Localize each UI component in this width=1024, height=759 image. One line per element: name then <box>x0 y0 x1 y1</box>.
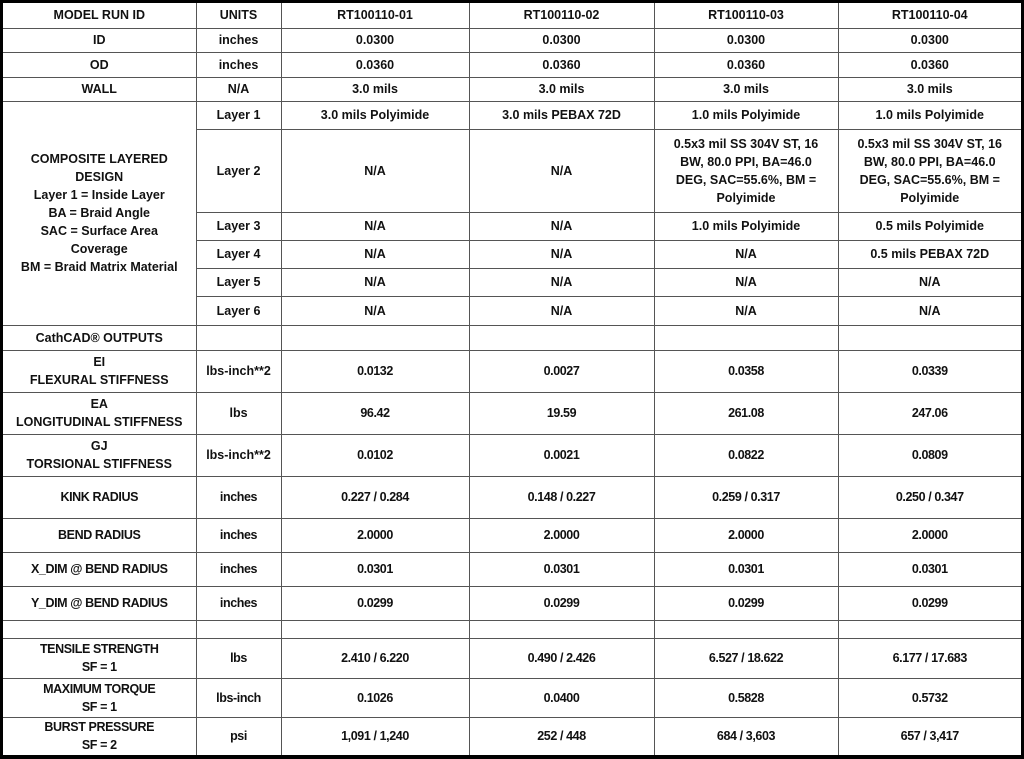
spacer-row <box>3 620 1021 638</box>
table-row-wall <box>3 77 1021 101</box>
table-row-kink-radius <box>3 476 1021 518</box>
label-text: BURST PRESSURE <box>44 720 155 735</box>
row-units: psi <box>196 717 281 755</box>
table-row-y-dim <box>3 586 1021 620</box>
cell: 3.0 mils <box>469 77 654 101</box>
header-run-1: RT100110-01 <box>281 3 469 28</box>
cell: 0.5732 <box>838 678 1021 717</box>
cell: 0.5828 <box>654 678 838 717</box>
cell: 0.1026 <box>281 678 469 717</box>
cell: N/A <box>469 129 654 212</box>
cell: N/A <box>654 240 838 268</box>
cell: 2.410 / 6.220 <box>281 638 469 678</box>
cell: 0.0822 <box>654 434 838 476</box>
layer-label: Layer 4 <box>196 240 281 268</box>
cell: 0.0360 <box>654 52 838 77</box>
cell: N/A <box>281 240 469 268</box>
cell: 0.0301 <box>838 552 1021 586</box>
header-row <box>3 3 1021 28</box>
cell: 2.0000 <box>469 518 654 552</box>
row-units: lbs <box>196 392 281 434</box>
table-row-x-dim <box>3 552 1021 586</box>
row-label: BEND RADIUS <box>3 518 196 552</box>
cell: 2.0000 <box>654 518 838 552</box>
cell: 0.0299 <box>469 586 654 620</box>
cell: 0.0102 <box>281 434 469 476</box>
cell: 3.0 mils <box>838 77 1021 101</box>
cell: 0.227 / 0.284 <box>281 476 469 518</box>
header-run-4: RT100110-04 <box>838 3 1021 28</box>
row-label: X_DIM @ BEND RADIUS <box>3 552 196 586</box>
row-label <box>3 717 196 755</box>
cell: 252 / 448 <box>469 717 654 755</box>
cell: 0.0300 <box>654 28 838 52</box>
cell: N/A <box>281 268 469 296</box>
row-label <box>3 350 196 392</box>
results-table-frame <box>3 3 1021 755</box>
cell: 6.177 / 17.683 <box>838 638 1021 678</box>
layer-label: Layer 2 <box>196 129 281 212</box>
table-row-gj <box>3 434 1021 476</box>
cell: 0.490 / 2.426 <box>469 638 654 678</box>
cell: N/A <box>469 296 654 325</box>
empty-cell <box>469 325 654 350</box>
layer-label: Layer 3 <box>196 212 281 240</box>
empty-cell <box>838 325 1021 350</box>
cell: 2.0000 <box>281 518 469 552</box>
row-label <box>3 392 196 434</box>
row-units: inches <box>196 586 281 620</box>
cell: 0.0360 <box>281 52 469 77</box>
table-row-bend-radius <box>3 518 1021 552</box>
cell: 0.0301 <box>654 552 838 586</box>
row-units: lbs-inch**2 <box>196 434 281 476</box>
cell: 0.0360 <box>838 52 1021 77</box>
empty-cell <box>196 620 281 638</box>
cell: 247.06 <box>838 392 1021 434</box>
label-text: MAXIMUM TORQUE <box>43 681 156 696</box>
empty-cell <box>3 620 196 638</box>
cell: 0.259 / 0.317 <box>654 476 838 518</box>
label-text: TORSIONAL STIFFNESS <box>26 457 172 471</box>
cell: 1.0 mils Polyimide <box>654 101 838 129</box>
cell: 1.0 mils Polyimide <box>838 101 1021 129</box>
table-row-id <box>3 28 1021 52</box>
cell: 96.42 <box>281 392 469 434</box>
cell: 3.0 mils Polyimide <box>281 101 469 129</box>
cell: 0.5 mils PEBAX 72D <box>838 240 1021 268</box>
header-units: UNITS <box>196 3 281 28</box>
row-units: lbs-inch <box>196 678 281 717</box>
layer-label: Layer 6 <box>196 296 281 325</box>
empty-cell <box>469 620 654 638</box>
label-line: BM = Braid Matrix Material <box>20 260 178 274</box>
cell: 0.0299 <box>654 586 838 620</box>
label-line: COMPOSITE LAYERED <box>30 152 168 166</box>
layer-label: Layer 1 <box>196 101 281 129</box>
cell: 0.148 / 0.227 <box>469 476 654 518</box>
row-label: ID <box>3 28 196 52</box>
cell: 0.5x3 mil SS 304V ST, 16 BW, 80.0 PPI, BA=46.0 DEG, SAC=55.6%, BM = Polyimide <box>654 129 838 212</box>
label-sf: SF = 1 <box>81 660 117 674</box>
cell: N/A <box>281 212 469 240</box>
cell: N/A <box>838 268 1021 296</box>
cell: 3.0 mils <box>281 77 469 101</box>
row-units: N/A <box>196 77 281 101</box>
table-row-tensile-strength <box>3 638 1021 678</box>
row-label <box>3 638 196 678</box>
row-units: lbs-inch**2 <box>196 350 281 392</box>
cell: 0.5x3 mil SS 304V ST, 16 BW, 80.0 PPI, BA=46.0 DEG, SAC=55.6%, BM = Polyimide <box>838 129 1021 212</box>
label-abbr: GJ <box>90 439 108 453</box>
cell: N/A <box>654 268 838 296</box>
cell: 0.0360 <box>469 52 654 77</box>
cell: N/A <box>838 296 1021 325</box>
header-run-2: RT100110-02 <box>469 3 654 28</box>
cell: N/A <box>469 240 654 268</box>
cell: 6.527 / 18.622 <box>654 638 838 678</box>
empty-cell <box>654 620 838 638</box>
row-units: inches <box>196 476 281 518</box>
label-text: FLEXURAL STIFFNESS <box>29 373 169 387</box>
cell: 0.0400 <box>469 678 654 717</box>
cell: 0.0299 <box>838 586 1021 620</box>
table-row-maximum-torque <box>3 678 1021 717</box>
row-label: WALL <box>3 77 196 101</box>
cell: 3.0 mils <box>654 77 838 101</box>
row-label: Y_DIM @ BEND RADIUS <box>3 586 196 620</box>
cell: 1.0 mils Polyimide <box>654 212 838 240</box>
row-label: KINK RADIUS <box>3 476 196 518</box>
label-line: BA = Braid Angle <box>48 206 151 220</box>
cell: 261.08 <box>654 392 838 434</box>
row-units: inches <box>196 28 281 52</box>
cell: 1,091 / 1,240 <box>281 717 469 755</box>
cell: 0.0027 <box>469 350 654 392</box>
label-abbr: EA <box>90 397 108 411</box>
table-row-burst-pressure <box>3 717 1021 755</box>
label-sf: SF = 1 <box>81 699 117 714</box>
cell: 0.0299 <box>281 586 469 620</box>
header-label: MODEL RUN ID <box>3 3 196 28</box>
cell: N/A <box>469 212 654 240</box>
cell: N/A <box>281 296 469 325</box>
empty-cell <box>838 620 1021 638</box>
cell: 684 / 3,603 <box>654 717 838 755</box>
section-label-outputs: CathCAD® OUTPUTS <box>3 325 196 350</box>
table-row-ea <box>3 392 1021 434</box>
table-row-ei <box>3 350 1021 392</box>
cell: 0.0301 <box>469 552 654 586</box>
table-row-layer-1 <box>3 101 1021 129</box>
section-row-outputs <box>3 325 1021 350</box>
cell: 0.0132 <box>281 350 469 392</box>
cell: N/A <box>281 129 469 212</box>
empty-cell <box>281 620 469 638</box>
empty-cell <box>196 325 281 350</box>
label-abbr: EI <box>93 355 106 369</box>
composite-design-label <box>3 101 196 325</box>
cell: 0.0300 <box>281 28 469 52</box>
cell: 19.59 <box>469 392 654 434</box>
cell: 0.0339 <box>838 350 1021 392</box>
empty-cell <box>281 325 469 350</box>
row-label <box>3 434 196 476</box>
label-line: SAC = Surface Area <box>40 224 158 238</box>
header-run-3: RT100110-03 <box>654 3 838 28</box>
cell: 0.250 / 0.347 <box>838 476 1021 518</box>
table-row-od <box>3 52 1021 77</box>
cell: 0.0358 <box>654 350 838 392</box>
row-units: lbs <box>196 638 281 678</box>
cell: 0.0301 <box>281 552 469 586</box>
cell: 0.0809 <box>838 434 1021 476</box>
layer-label: Layer 5 <box>196 268 281 296</box>
empty-cell <box>654 325 838 350</box>
label-text: TENSILE STRENGTH <box>39 642 159 656</box>
row-label <box>3 678 196 717</box>
row-units: inches <box>196 52 281 77</box>
cell: 3.0 mils PEBAX 72D <box>469 101 654 129</box>
model-run-results-table <box>3 3 1021 755</box>
label-line: DESIGN <box>75 170 124 184</box>
cell: 0.0300 <box>469 28 654 52</box>
label-line: Coverage <box>70 242 128 256</box>
label-text: LONGITUDINAL STIFFNESS <box>16 415 183 429</box>
label-line: Layer 1 = Inside Layer <box>33 188 165 202</box>
label-sf: SF = 2 <box>81 738 117 753</box>
cell: N/A <box>654 296 838 325</box>
cell: 657 / 3,417 <box>838 717 1021 755</box>
cell: N/A <box>469 268 654 296</box>
cell: 0.0021 <box>469 434 654 476</box>
row-units: inches <box>196 518 281 552</box>
cell: 0.0300 <box>838 28 1021 52</box>
row-units: inches <box>196 552 281 586</box>
cell: 0.5 mils Polyimide <box>838 212 1021 240</box>
row-label: OD <box>3 52 196 77</box>
cell: 2.0000 <box>838 518 1021 552</box>
